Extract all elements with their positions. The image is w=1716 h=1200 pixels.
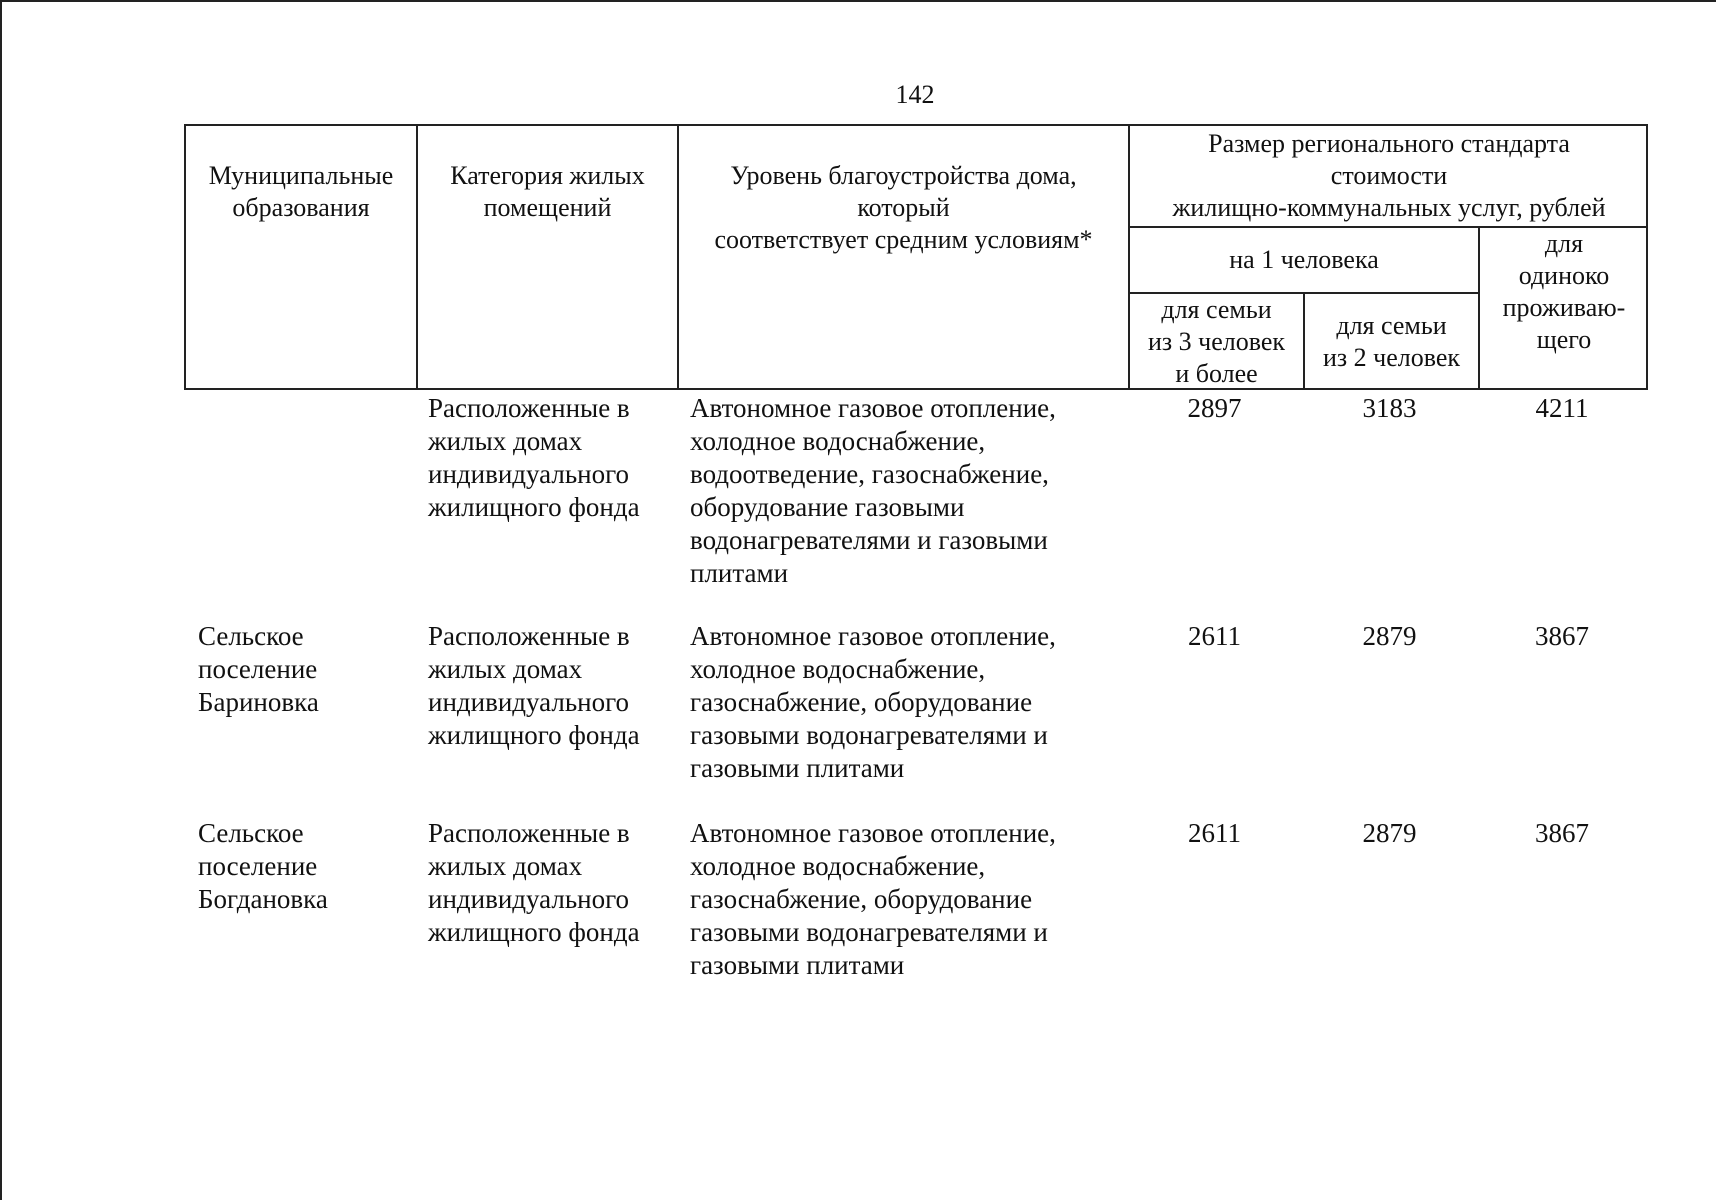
row-category: Расположенные в жилых домах индивидуального жилищного фонда <box>428 393 640 522</box>
row-single-value: 4211 <box>1535 393 1589 423</box>
row-level: Автономное газовое отопление, холодное водоснабжение, газоснабжение, оборудование газовыми водонагревателями и газовыми плитами <box>690 818 1056 980</box>
row-category: Расположенные в жилых домах индивидуального жилищного фонда <box>428 818 640 947</box>
row-level: Автономное газовое отопление, холодное водоснабжение, газоснабжение, оборудование газовыми водонагревателями и газовыми плитами <box>690 621 1056 783</box>
header-family-2: для семьи из 2 человек <box>1322 311 1461 372</box>
row-family-3-value: 2611 <box>1188 818 1241 848</box>
table-header <box>184 124 1648 390</box>
header-family-3: для семьи из 3 человек и более <box>1147 295 1286 388</box>
header-category: Категория жилых помещений <box>450 161 645 222</box>
header-standard-size: Размер регионального стандарта стоимости жилищно-коммунальных услуг, рублей <box>1172 129 1606 222</box>
row-single-value: 3867 <box>1535 621 1589 651</box>
page-number: 142 <box>895 80 935 109</box>
scan-edge-top <box>0 0 1716 2</box>
header-level: Уровень благоустройства дома, который соответствует средним условиям* <box>714 161 1093 254</box>
row-family-3-value: 2897 <box>1187 393 1242 423</box>
row-family-2-value: 3183 <box>1362 393 1417 423</box>
row-single-value: 3867 <box>1535 818 1589 848</box>
row-level: Автономное газовое отопление, холодное водоснабжение, водоотведение, газоснабжение, оборудование газовыми водонагревателями и газовыми плитами <box>690 393 1056 588</box>
header-per-person: на 1 человека <box>1229 245 1379 274</box>
scan-edge-left <box>0 0 2 1200</box>
row-family-2-value: 2879 <box>1362 818 1417 848</box>
header-single: для одиноко проживаю- щего <box>1502 229 1626 354</box>
row-category: Расположенные в жилых домах индивидуального жилищного фонда <box>428 621 640 750</box>
row-municipal: Сельское поселение Бариновка <box>198 621 319 717</box>
row-municipal: Сельское поселение Богдановка <box>198 818 328 914</box>
header-municipal: Муниципальные образования <box>208 161 394 222</box>
row-family-3-value: 2611 <box>1188 621 1241 651</box>
row-family-2-value: 2879 <box>1362 621 1417 651</box>
